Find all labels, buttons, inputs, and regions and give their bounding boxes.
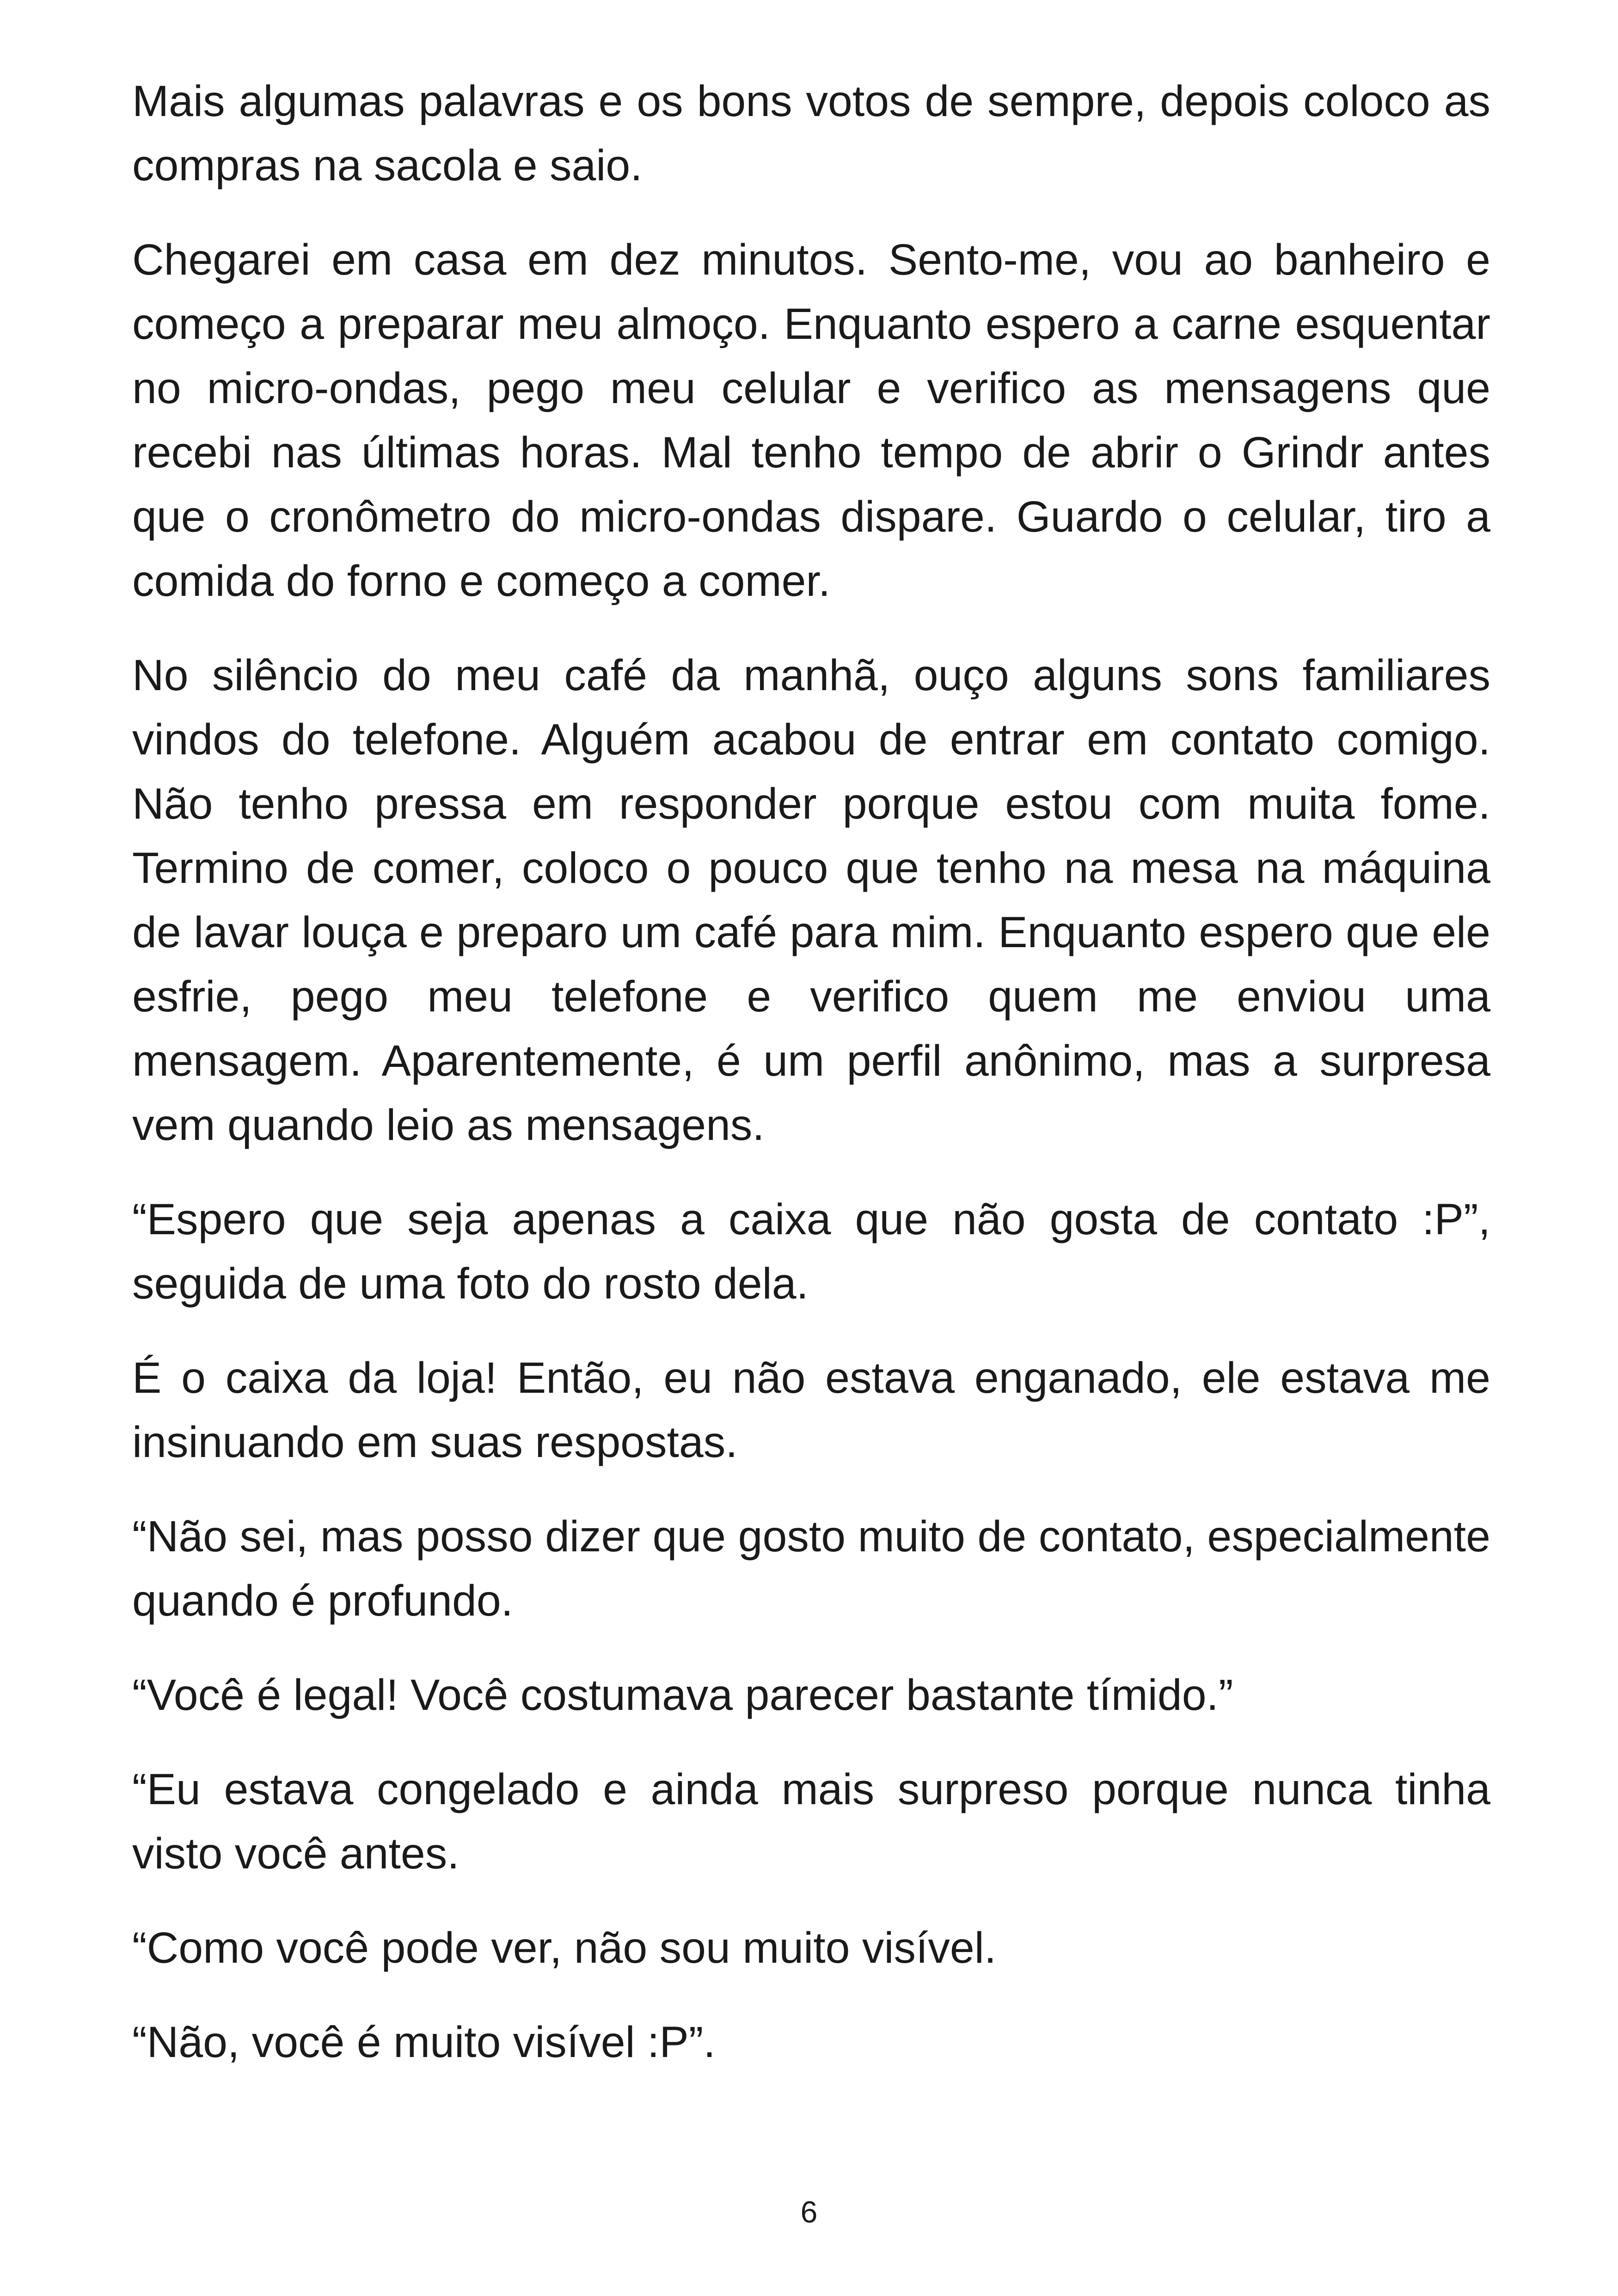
paragraph-2: Chegarei em casa em dez minutos. Sento-me, vou ao banheiro e começo a preparar meu almoço. Enquanto espero a carne esquentar no micro-ondas, pego meu celular e verifico as mensagens que recebi nas últimas horas. Mal tenho tempo de abrir o Grindr antes que o cronômetro do micro-ondas dispare. Guardo o celular, tiro a comida do forno e começo a comer.: [132, 235, 1490, 606]
paragraph-8: “Eu estava congelado e ainda mais surpreso porque nunca tinha visto você antes.: [132, 1765, 1490, 1878]
paragraph-1: Mais algumas palavras e os bons votos de sempre, depois coloco as compras na sacola e saio.: [132, 77, 1490, 190]
paragraph-10: “Não, você é muito visível :P”.: [132, 2018, 716, 2067]
page-number: 6: [800, 2195, 818, 2229]
paragraph-9: “Como você pode ver, não sou muito visível.: [132, 1923, 997, 1972]
paragraph-3: No silêncio do meu café da manhã, ouço alguns sons familiares vindos do telefone. Alguém acabou de entrar em contato comigo. Não tenho pressa em responder porque estou com muita fome. Termino de comer, coloco o pouco que tenho na mesa na máquina de lavar louça e preparo um café para mim. Enquanto espero que ele esfrie, pego meu telefone e verifico quem me enviou uma mensagem. Aparentemente, é um perfil anônimo, mas a surpresa vem quando leio as mensagens.: [132, 651, 1490, 1150]
body-text: [132, 69, 1490, 2105]
paragraph-4: “Espero que seja apenas a caixa que não gosta de contato :P”, seguida de uma foto do rosto dela.: [132, 1195, 1490, 1308]
paragraph-5: É o caixa da loja! Então, eu não estava enganado, ele estava me insinuando em suas respostas.: [132, 1353, 1490, 1467]
paragraph-7: “Você é legal! Você costumava parecer bastante tímido.”: [132, 1671, 1233, 1720]
paragraph-6: “Não sei, mas posso dizer que gosto muito de contato, especialmente quando é profundo.: [132, 1512, 1490, 1625]
